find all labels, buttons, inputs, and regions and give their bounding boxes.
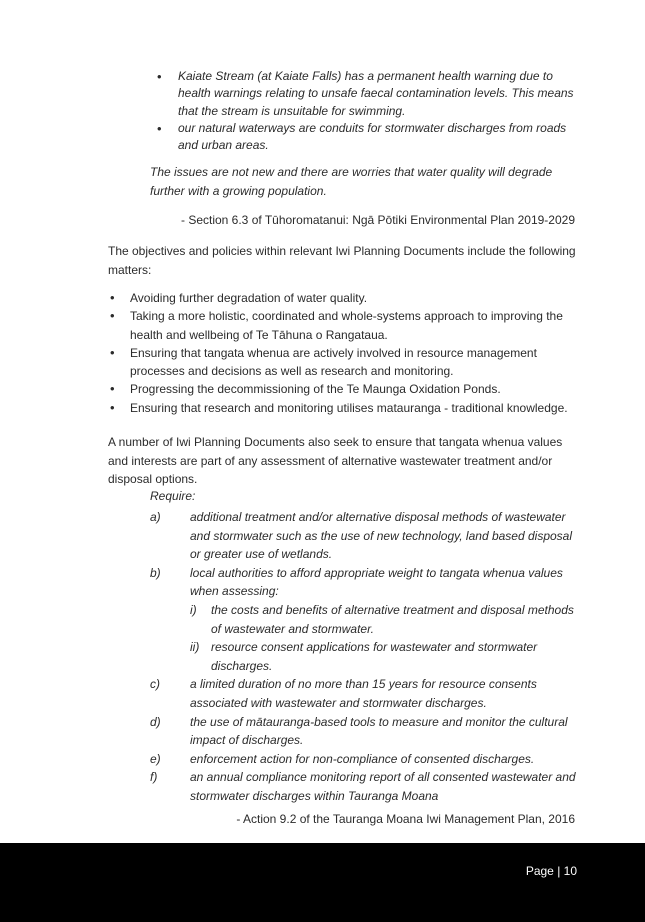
require-item [150,564,580,676]
intro-paragraph: The objectives and policies within relevant Iwi Planning Documents include the following matters: [108,244,576,277]
require-label: Require: [150,489,196,503]
require-list [150,508,580,806]
require-sub-marker: i) [190,602,197,617]
require-marker: f) [150,770,158,785]
require-text: a limited duration of no more than 15 years for resource consents associated with wastewater and stormwater discharges. [190,677,537,710]
require-marker: b) [150,565,161,580]
objective-item: • Ensuring that tangata whenua are actively involved in resource management processes and decisions as well as research and monitoring. [108,344,578,381]
quote-closing: The issues are not new and there are worries that water quality will degrade further with a growing population. [150,165,553,198]
require-sub-item [190,601,580,638]
require-text: an annual compliance monitoring report of all consented wastewater and stormwater discharges within Tauranga Moana [190,770,576,803]
page-footer [0,843,645,922]
require-item [150,713,580,750]
require-marker: c) [150,677,160,692]
quote-bullet-list [150,68,580,154]
quote-bullet-item: • our natural waterways are conduits for stormwater discharges from roads and urban areas. [150,120,580,155]
require-sub-text: the costs and benefits of alternative treatment and disposal methods of wastewater and stormwater. [211,602,574,636]
objective-item: • Ensuring that research and monitoring utilises matauranga - traditional knowledge. [108,399,578,417]
page-number: Page | 10 [525,864,577,878]
require-text: additional treatment and/or alternative disposal methods of wastewater and stormwater such as the use of new technology, land based disposal or greater use of wetlands. [190,510,573,562]
require-sub-text: resource consent applications for wastewater and stormwater discharges. [211,640,538,673]
require-marker: d) [150,714,161,729]
require-text: the use of mātauranga-based tools to measure and monitor the cultural impact of discharges. [190,714,568,748]
require-item [150,508,580,564]
require-item [150,675,580,712]
require-sub-item [190,638,580,675]
quote-bullet-item: • Kaiate Stream (at Kaiate Falls) has a permanent health warning due to health warnings relating to unsafe faecal contamination levels. This means that the stream is unsuitable for swimming. [150,68,580,120]
require-marker: a) [150,510,161,524]
objective-item: • Progressing the decommissioning of the Te Maunga Oxidation Ponds. [108,380,578,398]
objective-item: • Avoiding further degradation of water quality. [108,289,578,307]
objectives-bullet-list [108,289,578,417]
require-item [150,750,580,769]
require-text: enforcement action for non-compliance of consented discharges. [190,751,535,766]
require-sub-marker: ii) [190,640,200,655]
require-marker: e) [150,751,161,766]
attribution-section-6-3: - Section 6.3 of Tūhoromatanui: Ngā Pōtiki Environmental Plan 2019-2029 [180,213,575,227]
require-text: local authorities to afford appropriate weight to tangata whenua values when assessing: [190,565,563,599]
objective-item: • Taking a more holistic, coordinated and whole-systems approach to improving the health and wellbeing of Te Tāhuna o Rangataua. [108,307,578,344]
iwi-documents-paragraph: A number of Iwi Planning Documents also seek to ensure that tangata whenua values and interests are part of any assessment of alternative wastewater treatment and/or disposal options. [108,435,563,486]
attribution-action-9-2: - Action 9.2 of the Tauranga Moana Iwi Management Plan, 2016 [236,812,575,826]
require-item [150,768,580,805]
require-sub-list [190,601,580,675]
